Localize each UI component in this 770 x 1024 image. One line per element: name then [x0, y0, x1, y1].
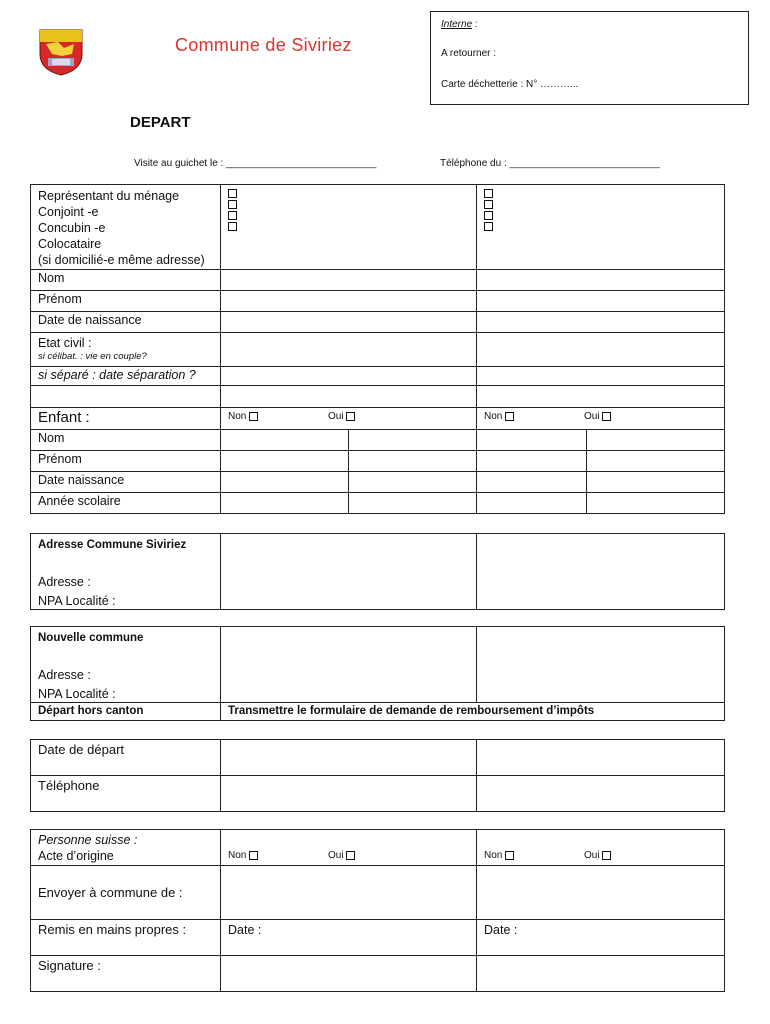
- separe-input-2[interactable]: [477, 367, 725, 386]
- checkbox-colocataire-2[interactable]: [484, 222, 493, 231]
- person1-roles-checkboxes: [221, 185, 477, 270]
- enfant-non-checkbox-2[interactable]: [505, 412, 514, 421]
- annee-scolaire-input-4[interactable]: [587, 493, 725, 514]
- annee-scolaire-input-2[interactable]: [349, 493, 477, 514]
- interne-label: [441, 19, 478, 30]
- acte-origine-choice-2: [477, 830, 725, 866]
- enfant-prenom-input-2[interactable]: [349, 451, 477, 472]
- enfant-oui-label-1: Oui: [328, 411, 344, 422]
- enfant-nom-input-1[interactable]: [221, 430, 349, 451]
- etat-civil-label: Etat civil :: [38, 336, 92, 350]
- person2-roles-checkboxes: [477, 185, 725, 270]
- prenom-input-1[interactable]: [221, 291, 477, 312]
- role-conjoint: Conjoint -e: [38, 205, 99, 219]
- enfant-nom-input-4[interactable]: [587, 430, 725, 451]
- adresse-siviriez-input-2[interactable]: [477, 534, 725, 610]
- acte-origine-label: Acte d’origine: [38, 849, 114, 863]
- remis-mains-propres-label: Remis en mains propres :: [31, 920, 221, 956]
- separe-input-1[interactable]: [221, 367, 477, 386]
- a-retourner-label: A retourner :: [441, 48, 497, 59]
- date-naissance-label: Date de naissance: [31, 312, 221, 333]
- enfant-date-input-3[interactable]: [477, 472, 587, 493]
- spacer-cell: [31, 386, 221, 408]
- checkbox-colocataire-1[interactable]: [228, 222, 237, 231]
- acte-non-checkbox-2[interactable]: [505, 851, 514, 860]
- annee-scolaire-label: Année scolaire: [31, 493, 221, 514]
- enfant-oui-checkbox-1[interactable]: [346, 412, 355, 421]
- spacer-input-1[interactable]: [221, 386, 477, 408]
- roles-cell: [31, 185, 221, 270]
- celibat-note: si célibat. : vie en couple?: [38, 351, 147, 362]
- acte-oui-checkbox-2[interactable]: [602, 851, 611, 860]
- interne-colon: :: [472, 19, 478, 30]
- role-note: (si domicilié-e même adresse): [38, 253, 205, 267]
- signature-input-1[interactable]: [221, 956, 477, 992]
- envoyer-commune-input-2[interactable]: [477, 866, 725, 920]
- enfant-nom-input-2[interactable]: [349, 430, 477, 451]
- role-colocataire: Colocataire: [38, 237, 102, 251]
- checkbox-representant-2[interactable]: [484, 189, 493, 198]
- telephone-du-field[interactable]: Téléphone du : ___________________________: [440, 158, 660, 169]
- telephone-label: Téléphone: [31, 776, 221, 812]
- acte-oui-label-1: Oui: [328, 850, 344, 861]
- role-representant: Représentant du ménage: [38, 189, 180, 203]
- adresse-siviriez-table: [30, 533, 725, 610]
- etat-civil-input-2[interactable]: [477, 333, 725, 367]
- prenom-input-2[interactable]: [477, 291, 725, 312]
- enfant-oui-label-2: Oui: [584, 411, 600, 422]
- date-naissance-input-1[interactable]: [221, 312, 477, 333]
- visite-guichet-field[interactable]: Visite au guichet le : ___________________________: [134, 158, 377, 169]
- checkbox-conjoint-1[interactable]: [228, 200, 237, 209]
- nouvelle-commune-input-1[interactable]: [221, 627, 477, 703]
- etat-civil-input-1[interactable]: [221, 333, 477, 367]
- enfant-date-label: Date naissance: [31, 472, 221, 493]
- etat-civil-cell: [31, 333, 221, 367]
- acte-non-checkbox-1[interactable]: [249, 851, 258, 860]
- remis-date-input-2[interactable]: Date :: [477, 920, 725, 956]
- personne-suisse-label: Personne suisse :: [38, 833, 138, 847]
- acte-non-label-2: Non: [484, 850, 503, 861]
- acte-origine-choice-1: [221, 830, 477, 866]
- adresse-siviriez-heading: Adresse Commune Siviriez: [38, 539, 187, 551]
- enfant-nom-label: Nom: [31, 430, 221, 451]
- separe-note: si séparé : date séparation ?: [31, 367, 221, 386]
- document-title: DEPART: [130, 114, 191, 131]
- enfant-date-input-2[interactable]: [349, 472, 477, 493]
- annee-scolaire-input-1[interactable]: [221, 493, 349, 514]
- date-naissance-input-2[interactable]: [477, 312, 725, 333]
- coat-of-arms-logo: [38, 28, 84, 76]
- remis-date-input-1[interactable]: Date :: [221, 920, 477, 956]
- personne-suisse-cell: [31, 830, 221, 866]
- checkbox-conjoint-2[interactable]: [484, 200, 493, 209]
- nouvelle-commune-npa-label: NPA Localité :: [38, 687, 116, 701]
- role-concubin: Concubin -e: [38, 221, 106, 235]
- nom-input-1[interactable]: [221, 270, 477, 291]
- acte-oui-checkbox-1[interactable]: [346, 851, 355, 860]
- date-depart-input-2[interactable]: [477, 740, 725, 776]
- enfant-prenom-input-1[interactable]: [221, 451, 349, 472]
- transmettre-formulaire-note: Transmettre le formulaire de demande de remboursement d’impôts: [221, 703, 725, 721]
- prenom-label: Prénom: [31, 291, 221, 312]
- adresse-siviriez-npa-label: NPA Localité :: [38, 594, 116, 608]
- nouvelle-commune-heading: Nouvelle commune: [38, 632, 144, 644]
- interne-text: Interne: [441, 19, 473, 30]
- enfant-non-checkbox-1[interactable]: [249, 412, 258, 421]
- nouvelle-commune-cell: [31, 627, 221, 703]
- enfant-nom-input-3[interactable]: [477, 430, 587, 451]
- adresse-siviriez-adresse-label: Adresse :: [38, 575, 91, 589]
- date-depart-input-1[interactable]: [221, 740, 477, 776]
- acte-oui-label-2: Oui: [584, 850, 600, 861]
- enfant-prenom-label: Prénom: [31, 451, 221, 472]
- date-depart-label: Date de départ: [31, 740, 221, 776]
- annee-scolaire-input-3[interactable]: [477, 493, 587, 514]
- internal-use-box: [430, 11, 749, 105]
- page-header-title: Commune de Siviriez: [175, 35, 352, 55]
- enfant-choice-1: [221, 408, 477, 430]
- signature-label: Signature :: [31, 956, 221, 992]
- telephone-input-2[interactable]: [477, 776, 725, 812]
- nouvelle-commune-table: [30, 626, 725, 721]
- enfant-choice-2: [477, 408, 725, 430]
- adresse-siviriez-input-1[interactable]: [221, 534, 477, 610]
- checkbox-concubin-2[interactable]: [484, 211, 493, 220]
- spacer-input-2[interactable]: [477, 386, 725, 408]
- nouvelle-commune-adresse-label: Adresse :: [38, 668, 91, 682]
- enfant-date-input-1[interactable]: [221, 472, 349, 493]
- acte-non-label-1: Non: [228, 850, 247, 861]
- enfant-date-input-4[interactable]: [587, 472, 725, 493]
- adresse-siviriez-cell: [31, 534, 221, 610]
- nom-input-2[interactable]: [477, 270, 725, 291]
- person-table: [30, 184, 725, 514]
- nouvelle-commune-input-2[interactable]: [477, 627, 725, 703]
- envoyer-commune-input-1[interactable]: [221, 866, 477, 920]
- envoyer-commune-label: Envoyer à commune de :: [31, 866, 221, 920]
- checkbox-concubin-1[interactable]: [228, 211, 237, 220]
- carte-dechetterie-label: Carte déchetterie : N° ………...: [441, 79, 579, 90]
- enfant-prenom-input-4[interactable]: [587, 451, 725, 472]
- enfant-prenom-input-3[interactable]: [477, 451, 587, 472]
- enfant-non-label-1: Non: [228, 411, 247, 422]
- nom-label: Nom: [31, 270, 221, 291]
- telephone-input-1[interactable]: [221, 776, 477, 812]
- depart-table: [30, 739, 725, 812]
- signature-input-2[interactable]: [477, 956, 725, 992]
- origine-table: [30, 829, 725, 992]
- checkbox-representant-1[interactable]: [228, 189, 237, 198]
- enfant-label: Enfant :: [31, 408, 221, 430]
- enfant-oui-checkbox-2[interactable]: [602, 412, 611, 421]
- enfant-non-label-2: Non: [484, 411, 503, 422]
- depart-hors-canton-label: Départ hors canton: [31, 703, 221, 721]
